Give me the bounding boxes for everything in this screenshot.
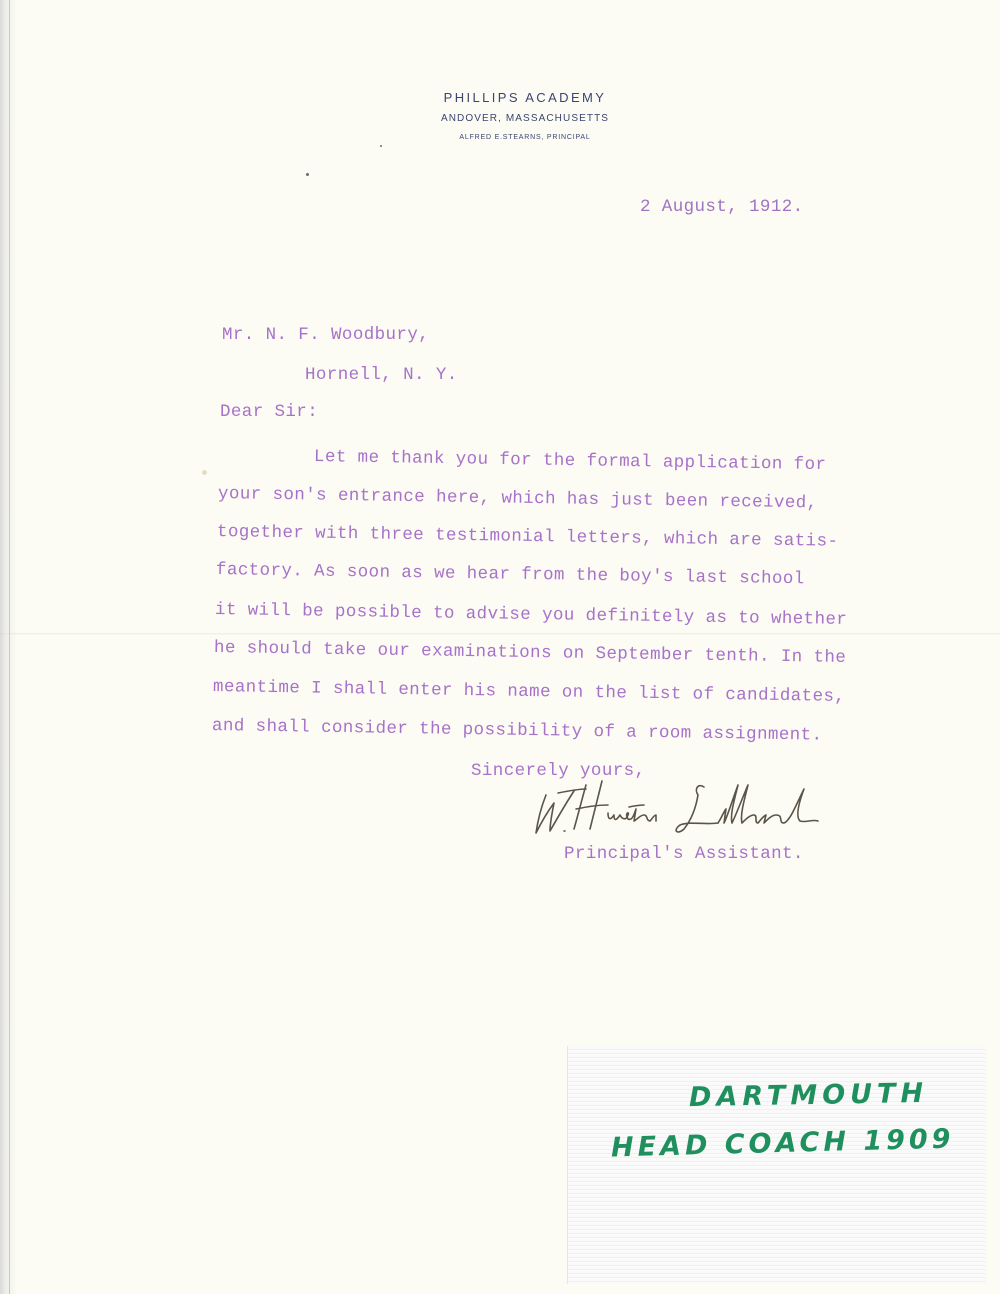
ink-speck — [380, 145, 382, 147]
letterhead-principal: ALFRED E.STEARNS, PRINCIPAL — [459, 134, 591, 141]
salutation: Dear Sir: — [220, 402, 319, 422]
letter-date: 2 August, 1912. — [640, 197, 804, 217]
body-line: together with three testimonial letters, which are satis- — [216, 522, 839, 552]
ink-speck — [306, 173, 309, 176]
binder-edge-line — [9, 0, 10, 1294]
body-line: meantime I shall enter his name on the list of candidates, — [212, 677, 846, 707]
annotation-line-1: DARTMOUTH — [688, 1077, 929, 1114]
body-line: and shall consider the possibility of a room assignment. — [211, 716, 823, 746]
body-line: Let me thank you for the formal application for — [313, 447, 827, 476]
annotation-card — [568, 1046, 986, 1284]
handwritten-signature — [528, 775, 828, 837]
annotation-line-2: HEAD COACH 1909 — [610, 1123, 955, 1164]
paper-fold — [0, 633, 1000, 635]
signer-title: Principal's Assistant. — [564, 844, 804, 864]
paper-spot — [202, 470, 207, 475]
body-line: your son's entrance here, which has just been received, — [217, 484, 818, 514]
recipient-name: Mr. N. F. Woodbury, — [222, 325, 430, 345]
recipient-location: Hornell, N. Y. — [305, 365, 458, 385]
body-line: it will be possible to advise you definitely as to whether — [214, 600, 848, 630]
letterhead-location: ANDOVER, MASSACHUSETTS — [440, 113, 610, 124]
closing: Sincerely yours, — [471, 761, 646, 781]
body-line: he should take our examinations on September tenth. In the — [213, 638, 847, 668]
body-line: factory. As soon as we hear from the boy's last school — [215, 560, 805, 590]
letterhead-school-name: PHILLIPS ACADEMY — [443, 90, 607, 105]
